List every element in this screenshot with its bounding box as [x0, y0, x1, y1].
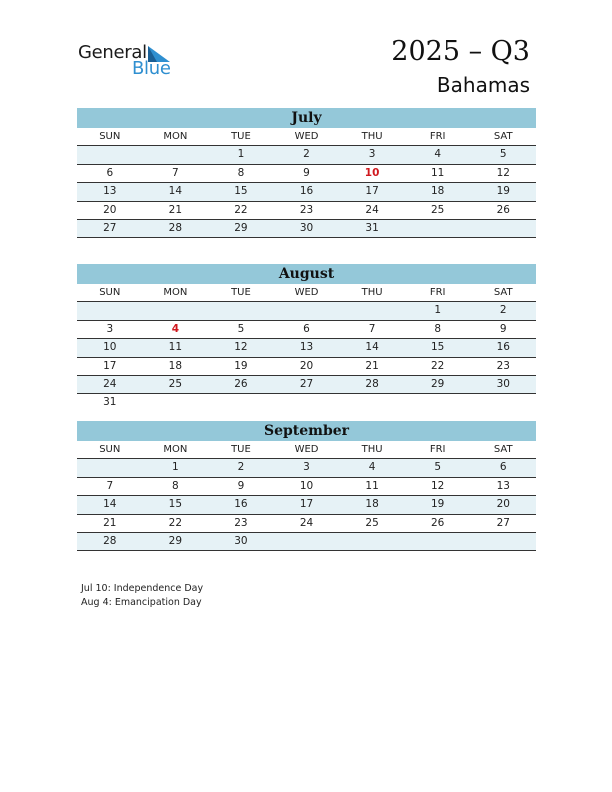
day-cell: 19 — [430, 498, 445, 511]
day-cell: 30 — [496, 377, 510, 390]
day-cell: 17 — [299, 498, 314, 511]
empty-day-cell — [143, 394, 209, 411]
day-cell: 3 — [106, 322, 114, 335]
weekday-label: THU — [361, 131, 383, 142]
day-cell: 4 — [434, 148, 442, 161]
day-cell: 23 — [496, 359, 510, 372]
month-header: August — [77, 264, 536, 284]
week-row — [77, 302, 536, 320]
weekday-label: SAT — [493, 287, 513, 298]
week-row — [77, 183, 536, 201]
day-cell: 13 — [496, 479, 510, 492]
empty-day-cell — [405, 394, 471, 411]
day-cell: 2 — [303, 148, 310, 161]
day-cell: 21 — [168, 203, 183, 216]
day-cell: 10 — [103, 341, 117, 354]
day-cell: 25 — [365, 516, 379, 529]
day-cell: 21 — [103, 516, 117, 529]
week-row — [77, 478, 536, 496]
day-cell: 21 — [365, 359, 379, 372]
day-cell: 11 — [365, 479, 379, 492]
day-cell: 15 — [430, 341, 445, 354]
weekday-label: THU — [361, 287, 383, 298]
week-row — [77, 321, 536, 339]
empty-day-cell — [143, 146, 209, 163]
day-cell: 13 — [299, 341, 314, 354]
day-cell: 30 — [299, 221, 314, 234]
month-september — [77, 421, 536, 551]
day-cell: 24 — [299, 516, 314, 529]
day-cell: 8 — [434, 322, 442, 335]
day-cell: 9 — [237, 479, 245, 492]
weekday-label: FRI — [429, 131, 446, 142]
day-cell: 8 — [172, 479, 179, 492]
empty-day-cell — [274, 302, 340, 319]
holiday-note: Aug 4: Emancipation Day — [81, 597, 202, 608]
day-cell: 5 — [434, 461, 442, 474]
day-cell: 10 — [364, 166, 380, 179]
day-cell: 5 — [499, 148, 507, 161]
page-title: 2025 – Q3 — [391, 36, 530, 67]
day-cell: 24 — [103, 377, 117, 390]
day-cell: 27 — [299, 377, 314, 390]
weekday-label: SUN — [99, 131, 121, 142]
day-cell: 26 — [496, 203, 510, 216]
week-row — [77, 394, 536, 411]
day-cell: 14 — [365, 341, 379, 354]
holiday-notes — [81, 582, 203, 610]
day-cell: 27 — [496, 516, 510, 529]
day-cell: 25 — [430, 203, 445, 216]
day-cell: 26 — [234, 377, 248, 390]
day-cell: 15 — [234, 185, 248, 198]
day-cell: 17 — [365, 185, 379, 198]
day-cell: 22 — [168, 516, 183, 529]
day-cell: 17 — [103, 359, 117, 372]
day-cell: 19 — [234, 359, 248, 372]
day-cell: 19 — [496, 185, 510, 198]
weekday-label: WED — [294, 287, 319, 298]
empty-day-cell — [208, 302, 274, 319]
empty-day-cell — [274, 394, 340, 411]
day-cell: 6 — [303, 322, 310, 335]
empty-day-cell — [470, 220, 536, 237]
day-cell: 28 — [365, 377, 379, 390]
day-cell: 14 — [103, 498, 117, 511]
logo-text-general: General — [78, 42, 147, 63]
day-cell: 4 — [368, 461, 376, 474]
day-cell: 31 — [365, 221, 379, 234]
weekday-label: SUN — [99, 444, 121, 455]
weekday-label: THU — [361, 444, 383, 455]
day-cell: 11 — [430, 166, 445, 179]
day-cell: 27 — [103, 221, 117, 234]
day-cell: 20 — [299, 359, 314, 372]
empty-day-cell — [274, 533, 340, 550]
day-cell: 18 — [168, 359, 183, 372]
day-cell: 13 — [103, 185, 117, 198]
day-cell: 22 — [234, 203, 248, 216]
day-cell: 26 — [430, 516, 445, 529]
day-cell: 1 — [434, 304, 442, 317]
month-july — [77, 108, 536, 238]
week-row — [77, 515, 536, 533]
day-cell: 16 — [299, 185, 314, 198]
day-cell: 29 — [234, 221, 248, 234]
day-cell: 12 — [496, 166, 510, 179]
day-cell: 16 — [234, 498, 248, 511]
week-row — [77, 165, 536, 183]
weekday-label: MON — [163, 131, 188, 142]
day-cell: 18 — [365, 498, 379, 511]
week-row — [77, 220, 536, 238]
weekday-label: TUE — [231, 131, 251, 142]
weekday-label: MON — [163, 444, 188, 455]
empty-day-cell — [405, 533, 471, 550]
day-cell: 5 — [237, 322, 245, 335]
empty-day-cell — [77, 146, 143, 163]
day-cell: 7 — [368, 322, 376, 335]
day-cell: 16 — [496, 341, 510, 354]
day-cell: 9 — [303, 166, 310, 179]
day-cell: 10 — [299, 479, 314, 492]
day-cell: 18 — [430, 185, 445, 198]
empty-day-cell — [339, 533, 405, 550]
day-cell: 20 — [103, 203, 117, 216]
weekday-label: FRI — [429, 287, 446, 298]
empty-day-cell — [77, 459, 143, 476]
month-header: September — [77, 421, 536, 441]
weekday-label: FRI — [429, 444, 446, 455]
day-cell: 22 — [430, 359, 445, 372]
day-cell: 28 — [168, 221, 183, 234]
day-cell: 7 — [172, 166, 179, 179]
day-cell: 6 — [106, 166, 114, 179]
empty-day-cell — [470, 394, 536, 411]
country-name: Bahamas — [436, 73, 530, 97]
day-cell: 15 — [168, 498, 183, 511]
day-cell: 30 — [234, 534, 248, 547]
day-cell: 29 — [168, 534, 183, 547]
weekday-header-row — [77, 441, 536, 459]
day-cell: 28 — [103, 534, 117, 547]
day-cell: 31 — [103, 396, 117, 409]
empty-day-cell — [339, 302, 405, 319]
week-row — [77, 202, 536, 220]
holiday-note: Jul 10: Independence Day — [81, 583, 204, 594]
empty-day-cell — [405, 220, 471, 237]
week-row — [77, 339, 536, 357]
month-august — [77, 264, 536, 412]
day-cell: 12 — [430, 479, 445, 492]
day-cell: 11 — [168, 341, 183, 354]
month-header: July — [77, 108, 536, 128]
day-cell: 8 — [237, 166, 245, 179]
day-cell: 2 — [499, 304, 507, 317]
weekday-label: SUN — [99, 287, 121, 298]
day-cell: 23 — [299, 203, 314, 216]
day-cell: 20 — [496, 498, 510, 511]
empty-day-cell — [339, 394, 405, 411]
day-cell: 12 — [234, 341, 248, 354]
empty-day-cell — [208, 394, 274, 411]
weekday-label: TUE — [231, 444, 251, 455]
empty-day-cell — [77, 302, 143, 319]
day-cell: 6 — [499, 461, 507, 474]
day-cell: 29 — [430, 377, 445, 390]
week-row — [77, 496, 536, 514]
day-cell: 7 — [106, 479, 114, 492]
day-cell: 4 — [171, 322, 180, 335]
generalblue-logo — [78, 42, 178, 82]
week-row — [77, 376, 536, 394]
day-cell: 9 — [499, 322, 507, 335]
day-cell: 2 — [237, 461, 245, 474]
empty-day-cell — [470, 533, 536, 550]
day-cell: 14 — [168, 185, 183, 198]
weekday-header-row — [77, 284, 536, 302]
day-cell: 1 — [172, 461, 179, 474]
day-cell: 3 — [303, 461, 310, 474]
weekday-label: WED — [294, 131, 319, 142]
weekday-label: TUE — [231, 287, 251, 298]
week-row — [77, 146, 536, 164]
day-cell: 24 — [365, 203, 379, 216]
weekday-label: MON — [163, 287, 188, 298]
weekday-header-row — [77, 128, 536, 146]
empty-day-cell — [143, 302, 209, 319]
weekday-label: SAT — [493, 444, 513, 455]
day-cell: 3 — [368, 148, 376, 161]
day-cell: 23 — [234, 516, 248, 529]
logo-text-blue: Blue — [132, 58, 171, 79]
week-row — [77, 459, 536, 477]
week-row — [77, 358, 536, 376]
week-row — [77, 533, 536, 551]
weekday-label: WED — [294, 444, 319, 455]
weekday-label: SAT — [493, 131, 513, 142]
day-cell: 25 — [168, 377, 183, 390]
day-cell: 1 — [237, 148, 245, 161]
